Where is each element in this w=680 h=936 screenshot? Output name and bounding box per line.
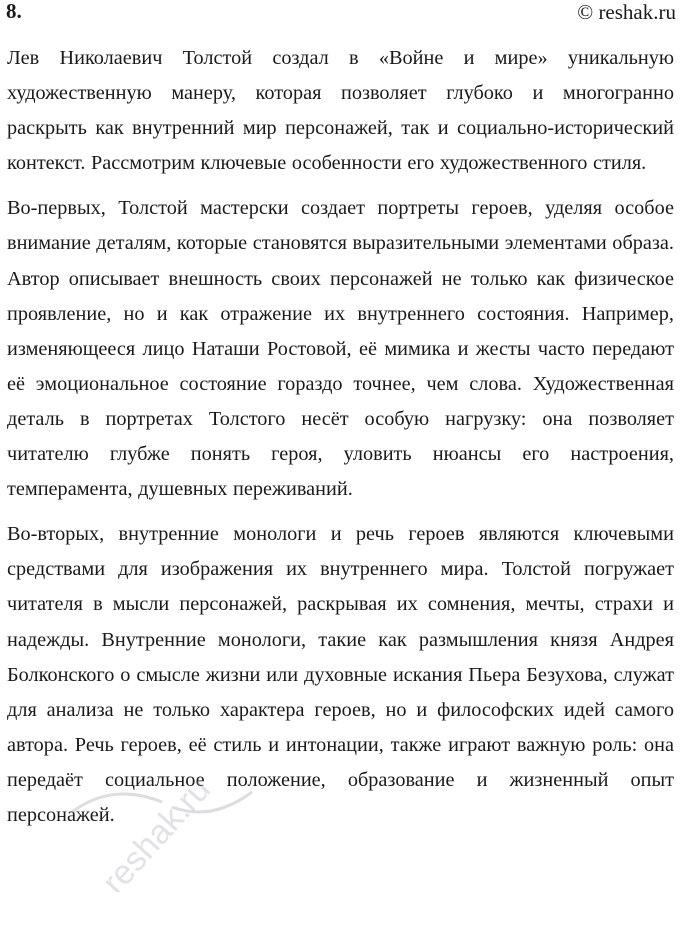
paragraph-intro: Лев Николаевич Толстой создал в «Войне и мире» уникальную художественную манеру, которая позволяет глубоко и многогранно раскрыть как внутренний мир персонажей, так и социально-исторический контекст. Рассмотрим ключевые особенности его художественного стиля. (7, 47, 674, 175)
task-number: 8. (6, 0, 22, 23)
paragraph-monologues: Во-вторых, внутренние монологи и речь героев являются ключевыми средствами для изображения их внутреннего мира. Толстой погружает читателя в мысли персонажей, раскрывая их сомнения, мечты, страхи и надежды. Внутренние монологи, такие как размышления князя Андрея Болконского о смысле жизни или духовные искания Пьера Безухова, служат для анализа не только характера героев, но и философских идей самого автора. Речь героев, её стиль и интонации, также играют важную роль: она передаёт социальное положение, образование и жизненный опыт персонажей. (7, 523, 674, 826)
watermark-text: reshak.ru (94, 772, 218, 892)
header (0, 0, 680, 28)
paragraph-portraits: Во-первых, Толстой мастерски создает портреты героев, уделяя особое внимание деталям, которые становятся выразительными элементами образа. Автор описывает внешность своих персонажей не только как физическое проявление, но и как отражение их внутреннего состояния. Например, изменяющееся лицо Наташи Ростовой, её мимика и жесты часто передают её эмоциональное состояние гораздо точнее, чем слова. Художественная деталь в портретах Толстого несёт особую нагрузку: она позволяет читателю глубже понять героя, уловить нюансы его настроения, темперамента, душевных переживаний. (7, 197, 674, 501)
site-copyright: © reshak.ru (577, 0, 676, 24)
answer-text (7, 41, 674, 843)
